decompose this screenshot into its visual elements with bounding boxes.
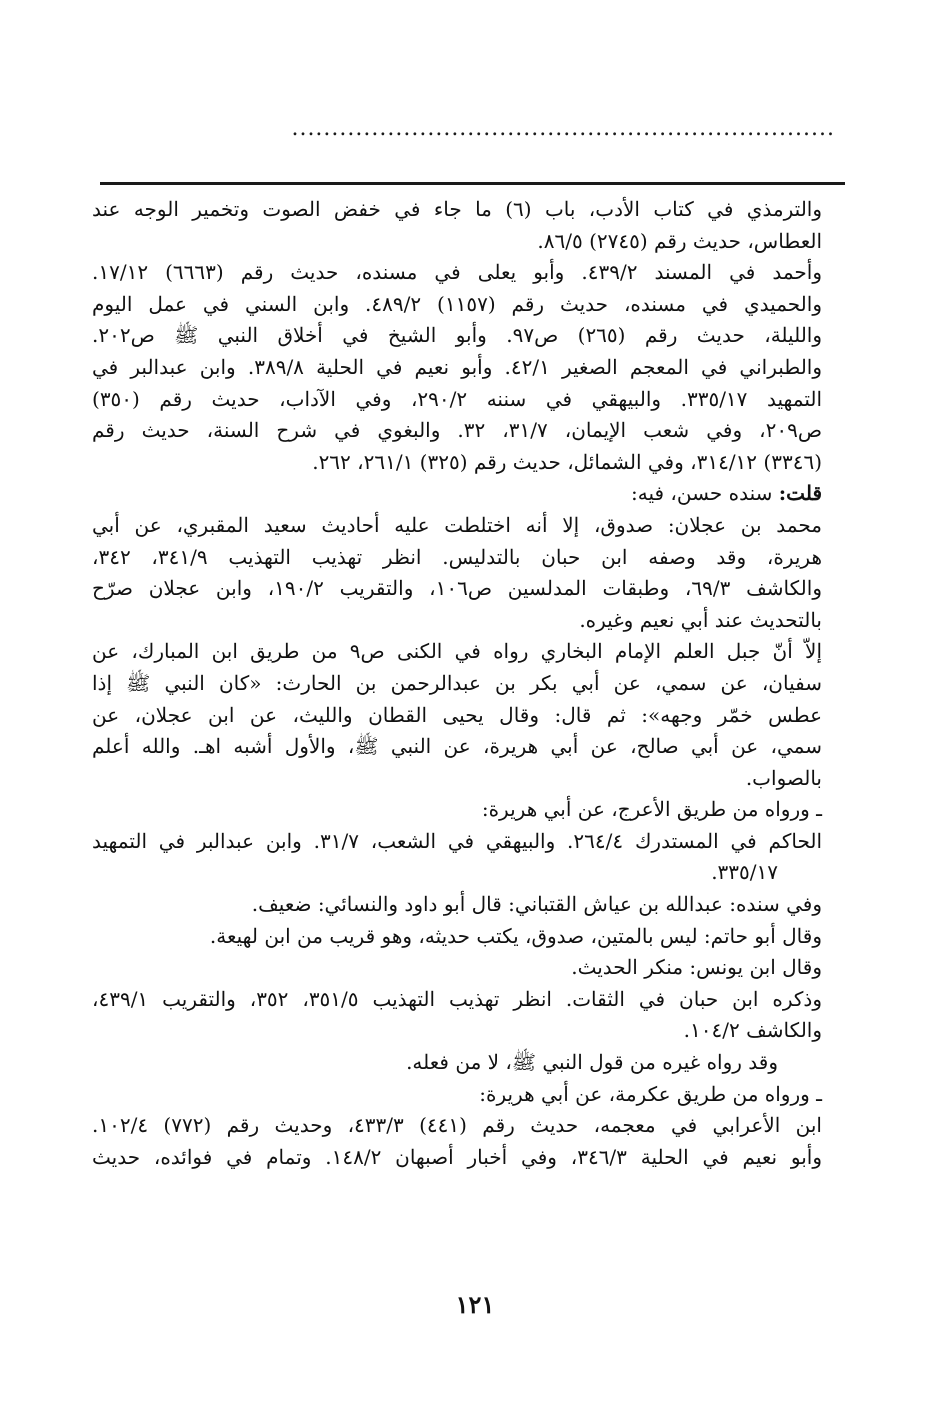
text-line: والليلة، حديث رقم (٢٦٥) ص٩٧. وأبو الشيخ في أخلاق النبي ﷺ ص٢٠٢.	[92, 323, 823, 348]
text-line: العطاس، حديث رقم (٢٧٤٥) ٨٦/٥.	[537, 228, 822, 253]
text-line: بالصواب.	[745, 765, 822, 790]
text-line: وأبو نعيم في الحلية ٣٤٦/٣، وفي أخبار أصبهان ١٤٨/٢. وتمام في فوائده، حديث	[92, 1144, 823, 1169]
dotted-separator: ....................................................................	[291, 118, 835, 140]
text-line: محمد بن عجلان: صدوق، إلا أنه اختلطت عليه أحاديث سعيد المقبري، عن أبي	[92, 512, 822, 537]
text-line: بالتحديث عند أبي نعيم وغيره.	[579, 607, 822, 632]
note-rest: سنده حسن، فيه:	[631, 481, 779, 506]
text-line: والكاشف ٦٩/٣، وطبقات المدلسين ص١٠٦، والتقريب ١٩٠/٢، وابن عجلان صرّح	[92, 576, 822, 601]
text-line: ـ ورواه من طريق الأعرج، عن أبي هريرة:	[481, 797, 822, 822]
text-line: سمي، عن أبي صالح، عن أبي هريرة، عن النبي ﷺ، والأول أشبه اهـ. والله أعلم	[92, 734, 822, 759]
text-line-note	[92, 478, 822, 510]
text-body	[92, 194, 822, 1173]
text-line: والترمذي في كتاب الأدب، باب (٦) ما جاء في خفض الصوت وتخمير الوجه عند	[92, 197, 823, 221]
note-lead: قلت:	[778, 481, 822, 506]
text-line: سفيان، عن سمي، عن أبي بكر بن عبدالرحمن بن الحارث: «كان النبي ﷺ إذا	[92, 670, 822, 695]
text-line: وفي سنده: عبدالله بن عياش القتباني: قال أبو داود والنسائي: ضعيف.	[251, 892, 822, 917]
text-line: والكاشف ١٠٤/٢.	[683, 1018, 822, 1043]
text-line: ابن الأعرابي في معجمه، حديث رقم (٤٤١) ٤٣٣/٣، وحديث رقم (٧٧٢) ١٠٢/٤.	[92, 1113, 822, 1138]
text-line: التمهيد ٣٣٥/١٧. والبيهقي في سننه ٢٩٠/٢، وفي الآداب، حديث رقم (٣٥٠)	[92, 386, 823, 411]
text-line: والطبراني في المعجم الصغير ٤٢/١. وأبو نعيم في الحلية ٣٨٩/٨. وابن عبدالبر في	[92, 354, 822, 379]
text-line: الحاكم في المستدرك ٢٦٤/٤. والبيهقي في الشعب، ٣١/٧. وابن عبدالبر في التمهيد	[92, 828, 823, 853]
text-line: هريرة، وقد وصفه ابن حبان بالتدليس. انظر تهذيب التهذيب ٣٤١/٩، ٣٤٢،	[92, 544, 823, 569]
text-line: وذكره ابن حبان في الثقات. انظر تهذيب التهذيب ٣٥١/٥، ٣٥٢، والتقريب ٤٣٩/١،	[92, 986, 823, 1011]
text-line: وقال أبو حاتم: ليس بالمتين، صدوق، يكتب حديثه، وهو قريب من ابن لهيعة.	[209, 923, 822, 948]
text-line: وقال ابن يونس: منكر الحديث.	[571, 955, 822, 980]
text-line: إلاّ أنّ جبل العلم الإمام البخاري رواه في الكنى ص٩ من طريق ابن المبارك، عن	[92, 639, 823, 664]
page-number: ١٢١	[455, 1290, 495, 1319]
text-line: وقد رواه غيره من قول النبي ﷺ، لا من فعله.	[406, 1050, 778, 1075]
text-line: ـ ورواه من طريق عكرمة، عن أبي هريرة:	[479, 1081, 822, 1106]
header-rule	[100, 182, 845, 185]
text-line: وأحمد في المسند ٤٣٩/٢. وأبو يعلى في مسنده، حديث رقم (٦٦٦٣) ١٧/١٢.	[92, 260, 822, 285]
text-line: والحميدي في مسنده، حديث رقم (١١٥٧) ٤٨٩/٢. وابن السني في عمل اليوم	[92, 291, 822, 316]
text-line: عطس خمّر وجهه»: ثم قال: وقال يحيى القطان والليث، عن ابن عجلان، عن	[92, 702, 822, 727]
text-line: (٣٣٤٦) ٣١٤/١٢، وفي الشمائل، حديث رقم (٣٢٥) ٢٦١/١، ٢٦٢.	[312, 449, 822, 474]
text-line: ص٢٠٩، وفي شعب الإيمان، ٣١/٧، ٣٢. والبغوي في شرح السنة، حديث رقم	[92, 418, 823, 443]
text-line: ٣٣٥/١٧.	[711, 860, 778, 885]
